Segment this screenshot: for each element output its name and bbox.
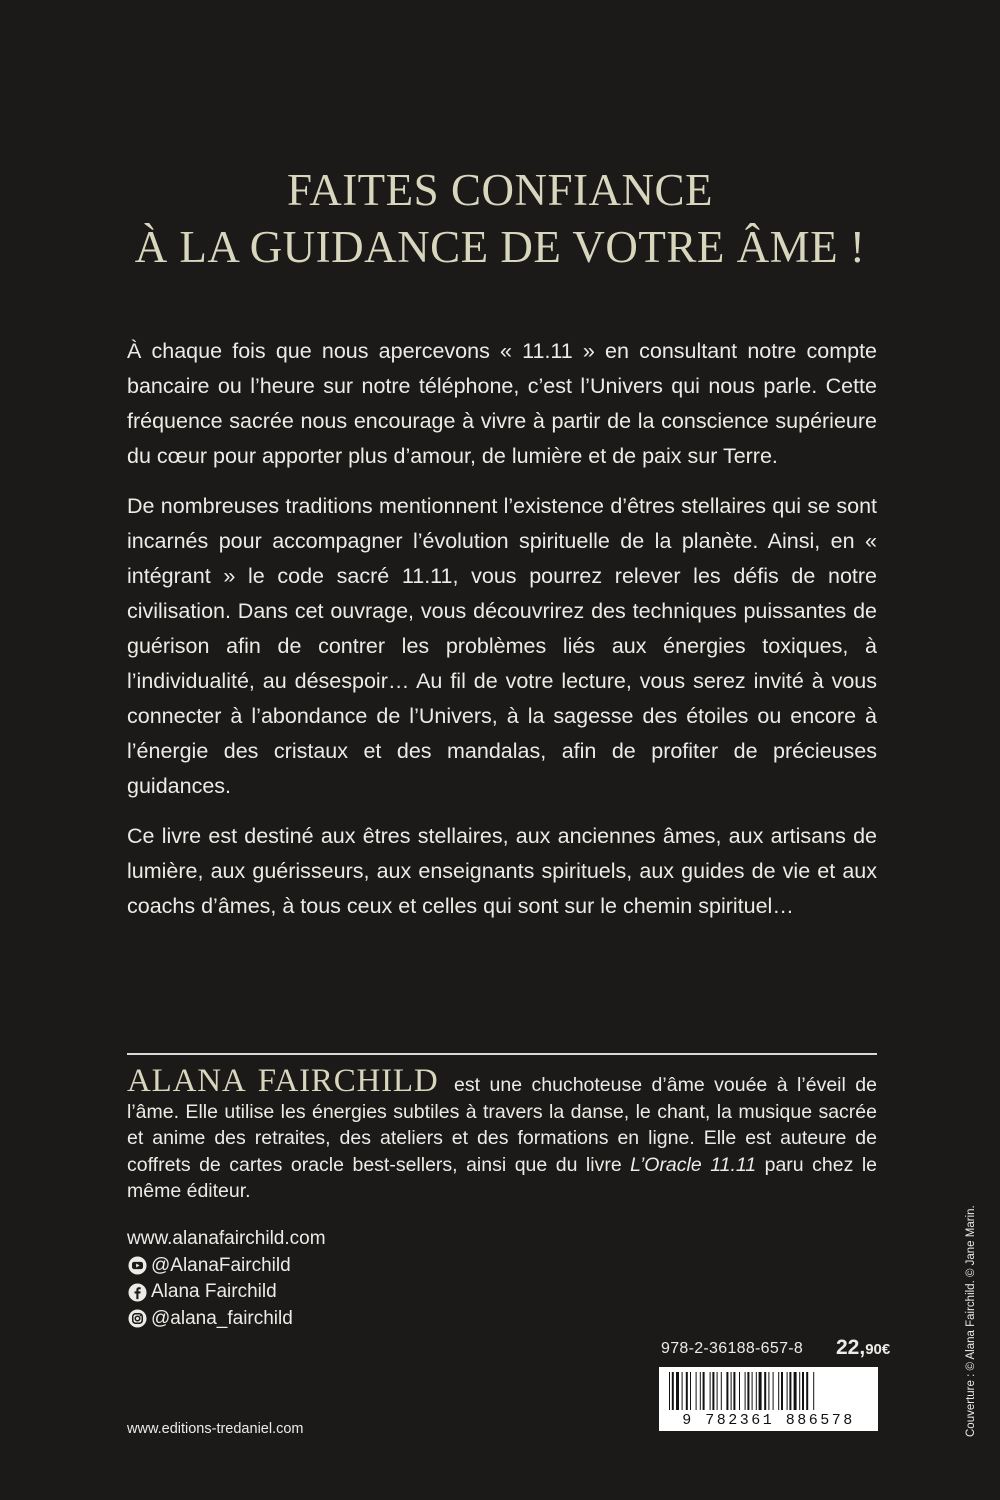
barcode-bar [726,1372,728,1410]
author-bio [127,1063,877,1205]
barcode-bar [703,1372,705,1410]
barcode-bar [787,1372,788,1410]
publisher-url[interactable]: www.editions-tredaniel.com [127,1421,304,1437]
bio-text-end: paru chez le même éditeur. [127,1153,877,1202]
blurb-paragraph: Ce livre est destiné aux êtres stellaires, aux anciennes âmes, aux artisans de lumière, aux guérisseurs, aux enseignants spirituels, aux guides de vie et aux coachs d’âmes, à tous ceux et celles qui sont sur le chemin spirituel… [127,824,877,918]
price-currency: € [881,1341,891,1358]
facebook-name[interactable]: Alana Fairchild [151,1281,277,1302]
barcode-bar [696,1372,697,1410]
headline [0,162,1000,276]
barcode [659,1367,878,1431]
barcode-bar [721,1372,722,1410]
barcode-bar [806,1372,808,1410]
barcode-bar [764,1372,766,1410]
blurb-paragraph: De nombreuses traditions mentionnent l’existence d’êtres stellaires qui se sont incarnés pour accompagner l’évolution spirituelle de la planète. Ainsi, en « intégrant » le code sacré 11.11, vous pourrez relever les défis de notre civilisation. Dans cet ouvrage, vous découvrirez des techniques puissantes de guérison afin de contrer les problèmes liés aux énergies toxiques, à l’individualité, au désespoir… Au fil de votre lecture, vous serez invité à vous connecter à l’abondance de l’Univers, à la sagesse des étoiles ou encore à l’énergie des cristaux et des mandalas, afin de profiter de précieuses guidances. [127,494,877,798]
barcode-bar [682,1372,683,1410]
barcode-bar [747,1372,749,1410]
blurb [127,334,877,939]
barcode-bar [778,1372,779,1410]
blurb-paragraph: À chaque fois que nous apercevons « 11.11 » en consultant notre compte bancaire ou l’heure sur notre téléphone, c’est l’Univers qui nous parle. Cette fréquence sacrée nous encourage à vivre à partir de la conscience supérieure du cœur pour apporter plus d’amour, de lumière et de paix sur Terre. [127,339,877,468]
barcode-digits: 9 782361 886578 [682,1412,855,1429]
barcode-bar [789,1372,791,1410]
youtube-icon [127,1256,147,1276]
divider [127,1053,877,1055]
instagram-icon [127,1309,147,1329]
barcode-bar [794,1372,797,1410]
facebook-icon [127,1282,147,1302]
facebook-link[interactable] [127,1279,326,1306]
barcode-bar [676,1372,679,1410]
website-link[interactable] [127,1226,326,1253]
youtube-link[interactable] [127,1253,326,1280]
barcode-bar [813,1372,814,1410]
price-main: 22, [836,1336,866,1359]
barcode-bar [717,1372,718,1410]
instagram-link[interactable] [127,1306,326,1333]
headline-line-1: FAITES CONFIANCE [287,165,713,215]
barcode-bar [712,1372,714,1410]
barcode-bar [690,1372,691,1410]
barcode-bar [756,1372,757,1410]
barcode-bar [745,1372,746,1410]
barcode-bar [802,1372,804,1410]
barcode-bar [768,1372,769,1410]
barcode-bar [686,1372,688,1410]
youtube-handle[interactable]: @AlanaFairchild [151,1254,291,1276]
barcode-bar [739,1372,740,1410]
bio-text: est une chuchoteuse d’âme vouée à l’éveil de l’âme. Elle utilise les énergies subtiles à travers la danse, le chant, la musique sacrée et anime des retraites, des ateliers et des formations en ligne. Elle est auteure de coffrets de cartes oracle best-sellers, ainsi que du livre [127,1074,877,1176]
barcode-bar [710,1372,711,1410]
headline-line-2: À LA GUIDANCE DE VOTRE ÂME ! [134,222,866,272]
isbn: 978-2-36188-657-8 [661,1340,804,1357]
barcode-bar [669,1372,670,1410]
barcode-bar [799,1372,800,1410]
website-url[interactable]: www.alanafairchild.com [127,1228,326,1249]
barcode-bar [781,1372,783,1410]
barcode-bars [667,1372,870,1410]
barcode-bar [731,1372,732,1410]
barcode-bar [733,1372,735,1410]
barcode-bar [672,1372,674,1410]
book-title: L’Oracle 11.11 [630,1153,757,1176]
instagram-handle[interactable]: @alana_fairchild [151,1307,293,1329]
author-links [127,1226,326,1332]
barcode-bar [773,1372,774,1410]
barcode-bar [700,1372,701,1410]
barcode-bar [752,1372,753,1410]
cover-credit: Couverture : © Alana Fairchild. © Jane Marin. [965,1205,977,1437]
price [836,1336,890,1360]
price-cents: 90 [865,1341,882,1358]
barcode-bar [759,1372,762,1410]
author-name: ALANA FAIRCHILD [127,1063,439,1099]
